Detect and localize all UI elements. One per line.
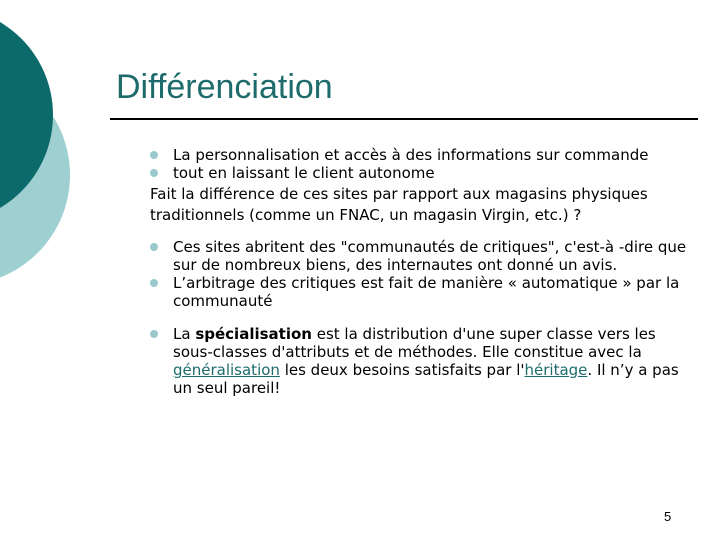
page-number: 5	[664, 509, 672, 524]
bullet-text-part: La	[173, 325, 196, 343]
slide-title: Différenciation	[116, 68, 333, 106]
bullet-text-part: . Il n’y a pas un seul pareil!	[173, 361, 679, 397]
paragraph: Fait la différence de ces sites par rapport aux magasins physiques traditionnels (comme un FNAC, un magasin Virgin, etc.) ?	[150, 185, 648, 224]
bullet-item	[150, 164, 698, 182]
bullet-dot-icon	[150, 243, 158, 251]
decorative-circles	[0, 0, 90, 300]
bullet-dot-icon	[150, 330, 158, 338]
bullet-text-part: est la distribution d'une super classe vers les sous-classes d'attributs et de méthodes. Elle constitue avec la	[173, 325, 656, 361]
bullet-text-part: les deux besoins satisfaits par l'	[279, 361, 525, 379]
bullet-dot-icon	[150, 151, 158, 159]
title-divider	[110, 118, 698, 120]
heritage-link[interactable]: héritage	[524, 361, 588, 379]
bullet-item	[150, 238, 698, 274]
bullet-text: L’arbitrage des critiques est fait de manière « automatique » par la communauté	[173, 274, 680, 310]
bullet-text: tout en laissant le client autonome	[173, 164, 435, 182]
slide-content	[150, 146, 698, 397]
bullet-dot-icon	[150, 169, 158, 177]
generalisation-link[interactable]: généralisation	[173, 361, 280, 379]
bullet-item	[150, 274, 698, 310]
bullet-text: Ces sites abritent des "communautés de critiques", c'est-à -dire que sur de nombreux biens, des internautes ont donné un avis.	[173, 238, 687, 274]
bold-term: spécialisation	[195, 325, 312, 343]
bullet-text: La personnalisation et accès à des informations sur commande	[173, 146, 649, 164]
bullet-dot-icon	[150, 279, 158, 287]
bullet-item	[150, 146, 698, 164]
bullet-item	[150, 325, 698, 397]
